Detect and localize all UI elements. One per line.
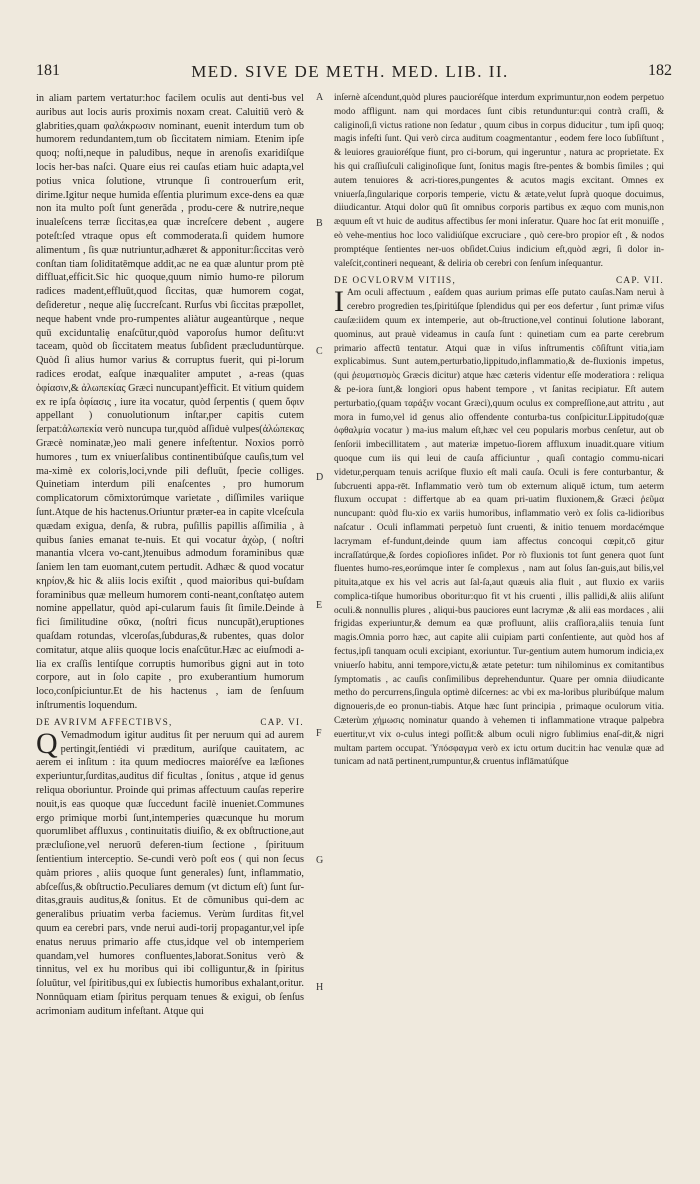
margin-letter-d: D bbox=[316, 472, 324, 483]
left-paragraph-2 bbox=[36, 726, 304, 1019]
margin-letter-h: H bbox=[316, 982, 324, 993]
right-paragraph-1: inſernè aſcendunt,quòd plures paucioréſque interdum exprimuntur,non eodem perpetuo modo affligunt. nam qui mordaces ſunt cibis retunduntur:qui contrà craſſi, & caliginoſi,ſi victus ratione non ſedatur , quum cibus in corpus diducitur , tum ipſi quoq; magis infeſti ſunt. Qui verò circa auditum coagmentantur , eodem fere loco ſubſiſtunt , & leuiores grauioréſque fiunt, pro ci-borum, qui ingeruntur , natura ac proprietate. Ex his qui craſſiuſculi caliginoſique ſunt, ſonitus magis ſtre-pentes & bombis ſimiles ; qui autem tenuiores & acri-tiores,pungentes & acutos magis excitant. Omnes ex vniuerſa,ſingularique corporis temperie, victu & ætate,velut ſuprà quoque docuimus, diiudicantur. Atqui dolor quū ſit omnibus corporis partibus ex æquo com munis,non æquum eſt vt huic de auditus affectibus ſer moni inſeratur. Quare hoc ſat erit monuiſſe , eò vehe-mentius hoc loco validiúſque excruciare , quò cere-bro propior eſt , & nodos promptéque ſentientes ner-uos obſidet.Cuius indicium eſt,quòd ægri, ſi dolor in-valeſcit,contineri nequeant, & deliria ob cerebri con ſenſum inſequantur. bbox=[334, 93, 664, 269]
section-title: DE AVRIVM AFFECTIBVS, bbox=[36, 716, 173, 727]
margin-letter-g: G bbox=[316, 855, 324, 866]
right-paragraph-2-text: Am oculi affectuum , eaſdem quas aurium primas eſſe putato cauſas.Nam neruì à cerebro progredien tes,ſpiritúſque ſplendidus qui per eos defertur , ſunt primæ viſus cauſæ:iidem quum ex intemperie, aut ob-ſtructione,vel continui ſolutione laborant, quominus, aut prauè videamus in cauſa ſunt : quinetiam cum ea parte cerebrum primario affectū tentatur. Atqui quæ in viſus inſtrumentis cōſiſtunt vitia,iam explicabimus. Sunt autem,perturbatio,lippitudo,inflammatio,& de-fluxionis impetus,(qui ῥευματισμὸς Græcis dicitur) atque hæc cæteris videntur eſſe moderatiora : reliqua & pe-iora ſunt,& longiori opus habent tempore , vt ſanitas recipiatur. Eſt autem perturbatio,(quam ταράξιν vocant Græci),quum oculus ex compreſſione,aut attritu , aut mora in fumo,vel id genus alio offendente conturba-tus conſpicitur.Lippitudo(quæ ὀφθαλμία vocatur ) ma-ius malum eſt,hæc vel ceu popularis morbus cenſetur, aut ob ſenſorii imbecillitatem , aut materiæ impetuo-ſiorem affluxum inuadit.quare vitium quoque cum iis qui leui de cauſa afficiuntur , quaſi contagio commu-nicari videtur,perquam tenuis acriſque fluxio eſt mali cauſa. Oculi is fere conturbantur, & ſubcruenti appa-rēt. Inflammatio verò tum ob externum aliquē ictum, tum aeterm fluxum occupat : differtque ab ea quam pri-uatim fluxionem,& Græci ῥεῦμα nuncupant: quòd flu-xio ex variis humoribus, inflammatio verò ex ſolis ca-lidioribus naſcatur . Oculi inflammati perpetuò ſunt cruenti, & initio tenuem mordacémque lacrymam ef-fundunt,deinde quum iam affectus concoqui cœpit,cō gitur incraſſatúrque,& ſordes copioſiores inſidet. Por rò fluxionis tot ſunt genera quot ſunt fluentes humo-res,eorúmque inter ſe complexus , nam aut ſolus ſan-guis,aut bilis,vel pituita,atque ex his vel acris aut ſal-ſa,aut quæuis alia fluit , aut fluxio ex variis complica-tiſque humoribus oboritur:quo fit vt his cruenti , illis pallidi,& aliis aliſunt oculi.& nonnullis plures , aliqui-bus pauciores eunt lacrymæ ,& alii eas mordaces , alii frigidas experiuntur,& demum ea quæ profluunt, aliis craſſiora,aliis tenuia ſunt magis.Omnia porro hæc, aut capite alii cuipiam parti conſentiente, aut quòd hos af fectus,ipſi tanquam oculi excipiant, exoriuntur. Tur-gentium autem humorum indicia,ex vniuerſo habitu, anni tempore,victu,& ætate petetur: tum nihilominus ex comitantibus ſymptomatis , ac cauſis conſimilibus deprehenduntur. Quare per omnia diiudicante metho do percurrens,ſingula optimè diſcernes: ac vbi ex ma-loribus pluribúſque malum dignoueris,de eo pronun-tiabis. Atque hæc ſunt principia , primaque oculorum vitia. Cæterùm χήμωσις nominatur quando à vehemen ti inflammatione vtraque palpebra euertitur,vt vix o-culus integi poſſit:& album oculi nigro ſublimius enaſ-dit,& nigri multam partem occupat. Ὑπόσφαγμα verò ex ictu ortum ducit:in hac venulæ quæ ad tunicam ad natā pertinent,rumpuntur,& cruentus inflāmatúſque bbox=[334, 288, 664, 768]
page-number-right: 182 bbox=[648, 62, 672, 79]
margin-letter-b: B bbox=[316, 218, 323, 229]
section-heading-eyes bbox=[334, 273, 664, 287]
section-title: DE OCVLORVM VITIIS, bbox=[334, 275, 457, 286]
right-paragraph-2 bbox=[334, 287, 664, 770]
drop-cap: Q bbox=[36, 726, 58, 760]
drop-cap: I bbox=[334, 285, 344, 319]
left-column bbox=[36, 92, 304, 1019]
section-heading-ears bbox=[36, 715, 304, 729]
margin-letter-f: F bbox=[316, 728, 322, 739]
page-header bbox=[0, 62, 700, 82]
right-column bbox=[334, 92, 664, 770]
margin-letter-a: A bbox=[316, 92, 324, 103]
running-title: MED. SIVE DE METH. MED. LIB. II. bbox=[191, 62, 509, 81]
left-paragraph-1: in aliam partem vertatur:hoc facilem oculis aut denti-bus vel auribus aut locis auris proximis noxam creat. Caluitiū verò & glabrities,quam φαλάκρωσιν nominant, euenit interdum tum ob humorem redundantem,tum ob ſiccitatem nimiam. Etenim ipſe quoq; noſti,neque in paludibus, neque in arenoſis exaridiſque locis her-bas naſci. Quare eius rei cauſas etiam huic adapta,vel potius vnica ſolutione, vtrunque ſi controuerſum erit, dirime.Igitur neque humida eſſentia plurimum exce-dens ea quæ non ita multo poſt ſunt generāda , produ-cere & nutrire,neque inualeſcens terræ ſiccitas,ea quæ increſcere debent , augere poteſt:ſed vtraque opus eſt commoderata.ſi quidem humore alimentum , ſis quæ nutriuntur,adhæret & apponitur:ſiccitas verò conſtan tiam ſoliditatēmque addit,ac ne ea quæ aluntur prom ptè diffluat,efficit.Sic hic quoque,quum nimio humo-re pilorum radices madent,effluūt,quod ſiccitas, quæ humorem cogat, deſideretur , neque alię ſuccreſcant. Rurſus vbi ſiccitas præpollet, neque habent vnde pro-rumpentes aliàtur augeantùrque , neque quū exciduntalię enaſcūtur,quòd vaporoſus humor deſitu:vt taceam, quòd ob ſiccitatem meatus ſubſident præcluduntùrque. Quòd ſi alius humor varius & corruptus fuerit, qui pi-lorum radices erodat, eaſque inæqualiter amputet , a-reas (quas ὀφίασιν,& ἀλωπεκίας Græci nuncupant)efficit. Et vitium quidem ex re ipſa ὀφίασις , iure ita vocatur, quòd ſerpentis ( quem ὄφιν appellant ) conuolutionum inſtar,per capitis cutem ſerpat:ἀλωπεκία verò nuncupa tur,quòd aſſiduè vulpes(ἀλώπεκας Græcè nominatæ,)eo mali genere infeſtentur. Noxios porrò humores , tum ex vniuerſalibus continentibúſque cauſis,tum vel ma-ximè ex coloris,loci,vnde pili defluūt, ſpecie colliges. Quinetiam interdum pili enaſcentes , pro humorum complicatorum cōmixtorúmque varietate , diſſimiles variique ſunt.Atque de his hactenus.Oriuntur præter-ea in capite vlceſcula quædam exigua, denſa, & rubra, puſillis papillis aſſimilia , à quibus ſanies emanat te-nuis. Et qui vocatur ἀχὼρ, ( noſtri manantia vlcera vo-cant,)tenuibus admodum foraminibus quæ ſaniem len tam euomant,cutem pertudit. Adhæc & quod vocatur κηρίον,& hic & aliis locis exiſtit , quod maioribus qui-buſdam foraminibus quæ melleum humorem conti-neant,conſtatęo autem nomine appellatur, quòd api-cularum fauis ſit ſimile.Deinde à fici ſimilitudine σῦκα, (noſtri ficus nuncupāt),eruptiones quaſdam rotundas, vlceroſas,ſubduras,& rubentes, quas dolor comitatur, atque aliis quoque locis enaſcūtur.Hæc ac eiuſmodi a-lia ex craſſis lentiſque corruptis humoribus gigni aut in toto corpore, aut in ſolo capite , pro exuberantium humorum loco,conſpiciuntur.Et de his hactenus , iam de ſenſuum inſtrumentis loquendum. bbox=[36, 93, 304, 712]
section-chapter: CAP. VI. bbox=[260, 716, 304, 727]
margin-letter-e: E bbox=[316, 600, 323, 611]
margin-letter-c: C bbox=[316, 346, 323, 357]
left-paragraph-2-text: Vemadmodum igitur auditus ſit per neruum qui ad aurem pertingit,ſentiédi vi præditum, auriſque cauitatem, ac aerem ei inſitum : ita quum mediocres maioréſve ea læſiones experiuntur,ſurditas,auditus dif ficultas , ſonitus , atque id genus reliqua oboriuntur. Proinde qui primas affectuum cauſas reperire nouit,is eas quoque quæ ſuccedunt facilè inueniet.Communes ergo primique morbi ſunt,intemperies quæcunque hu morum quorumlibet affluxus , continuitatis diuiſio, & ex obſtructione,aut præcluſione,vel neruorū deferen-tium ſectione , ſpirituum ſentientium interceptio. Se-cundi verò poſt eos ( qui non ſecus quàm priores , aliis quoque ſunt generales) ſunt, inflammatio, abſceſſus,& obſtructio.Peculiares demum (vt dictum eſt) ſunt ſur-ditas,grauis auditus,& ſonitus. Et de cōmunibus qui-dem ac generalibus priuatim verba faciemus. Verùm ſurditas fit,vel quum ea cerebri pars, vnde nerui audi-torij propagantur,vel ipſe enatus neruus primario affe ctus,idque vel ob intemperiem quandam,vel humores confluentes,laborat.Sonitus verò & tinnitus, vel ex hu moribus qui ibi colliguntur,& in ſpiritus ſoluūtur, vel ſpiritibus,qui ex ſubiectis humoribus exhalant,oritur. Nonnūquam etiam ſpiritus perquam tenues & exigui, ob ſenſus acrimoniam auditum infeſtant. Atque qui bbox=[36, 729, 304, 1017]
section-chapter: CAP. VII. bbox=[615, 275, 664, 286]
page-number-left: 181 bbox=[36, 62, 60, 79]
